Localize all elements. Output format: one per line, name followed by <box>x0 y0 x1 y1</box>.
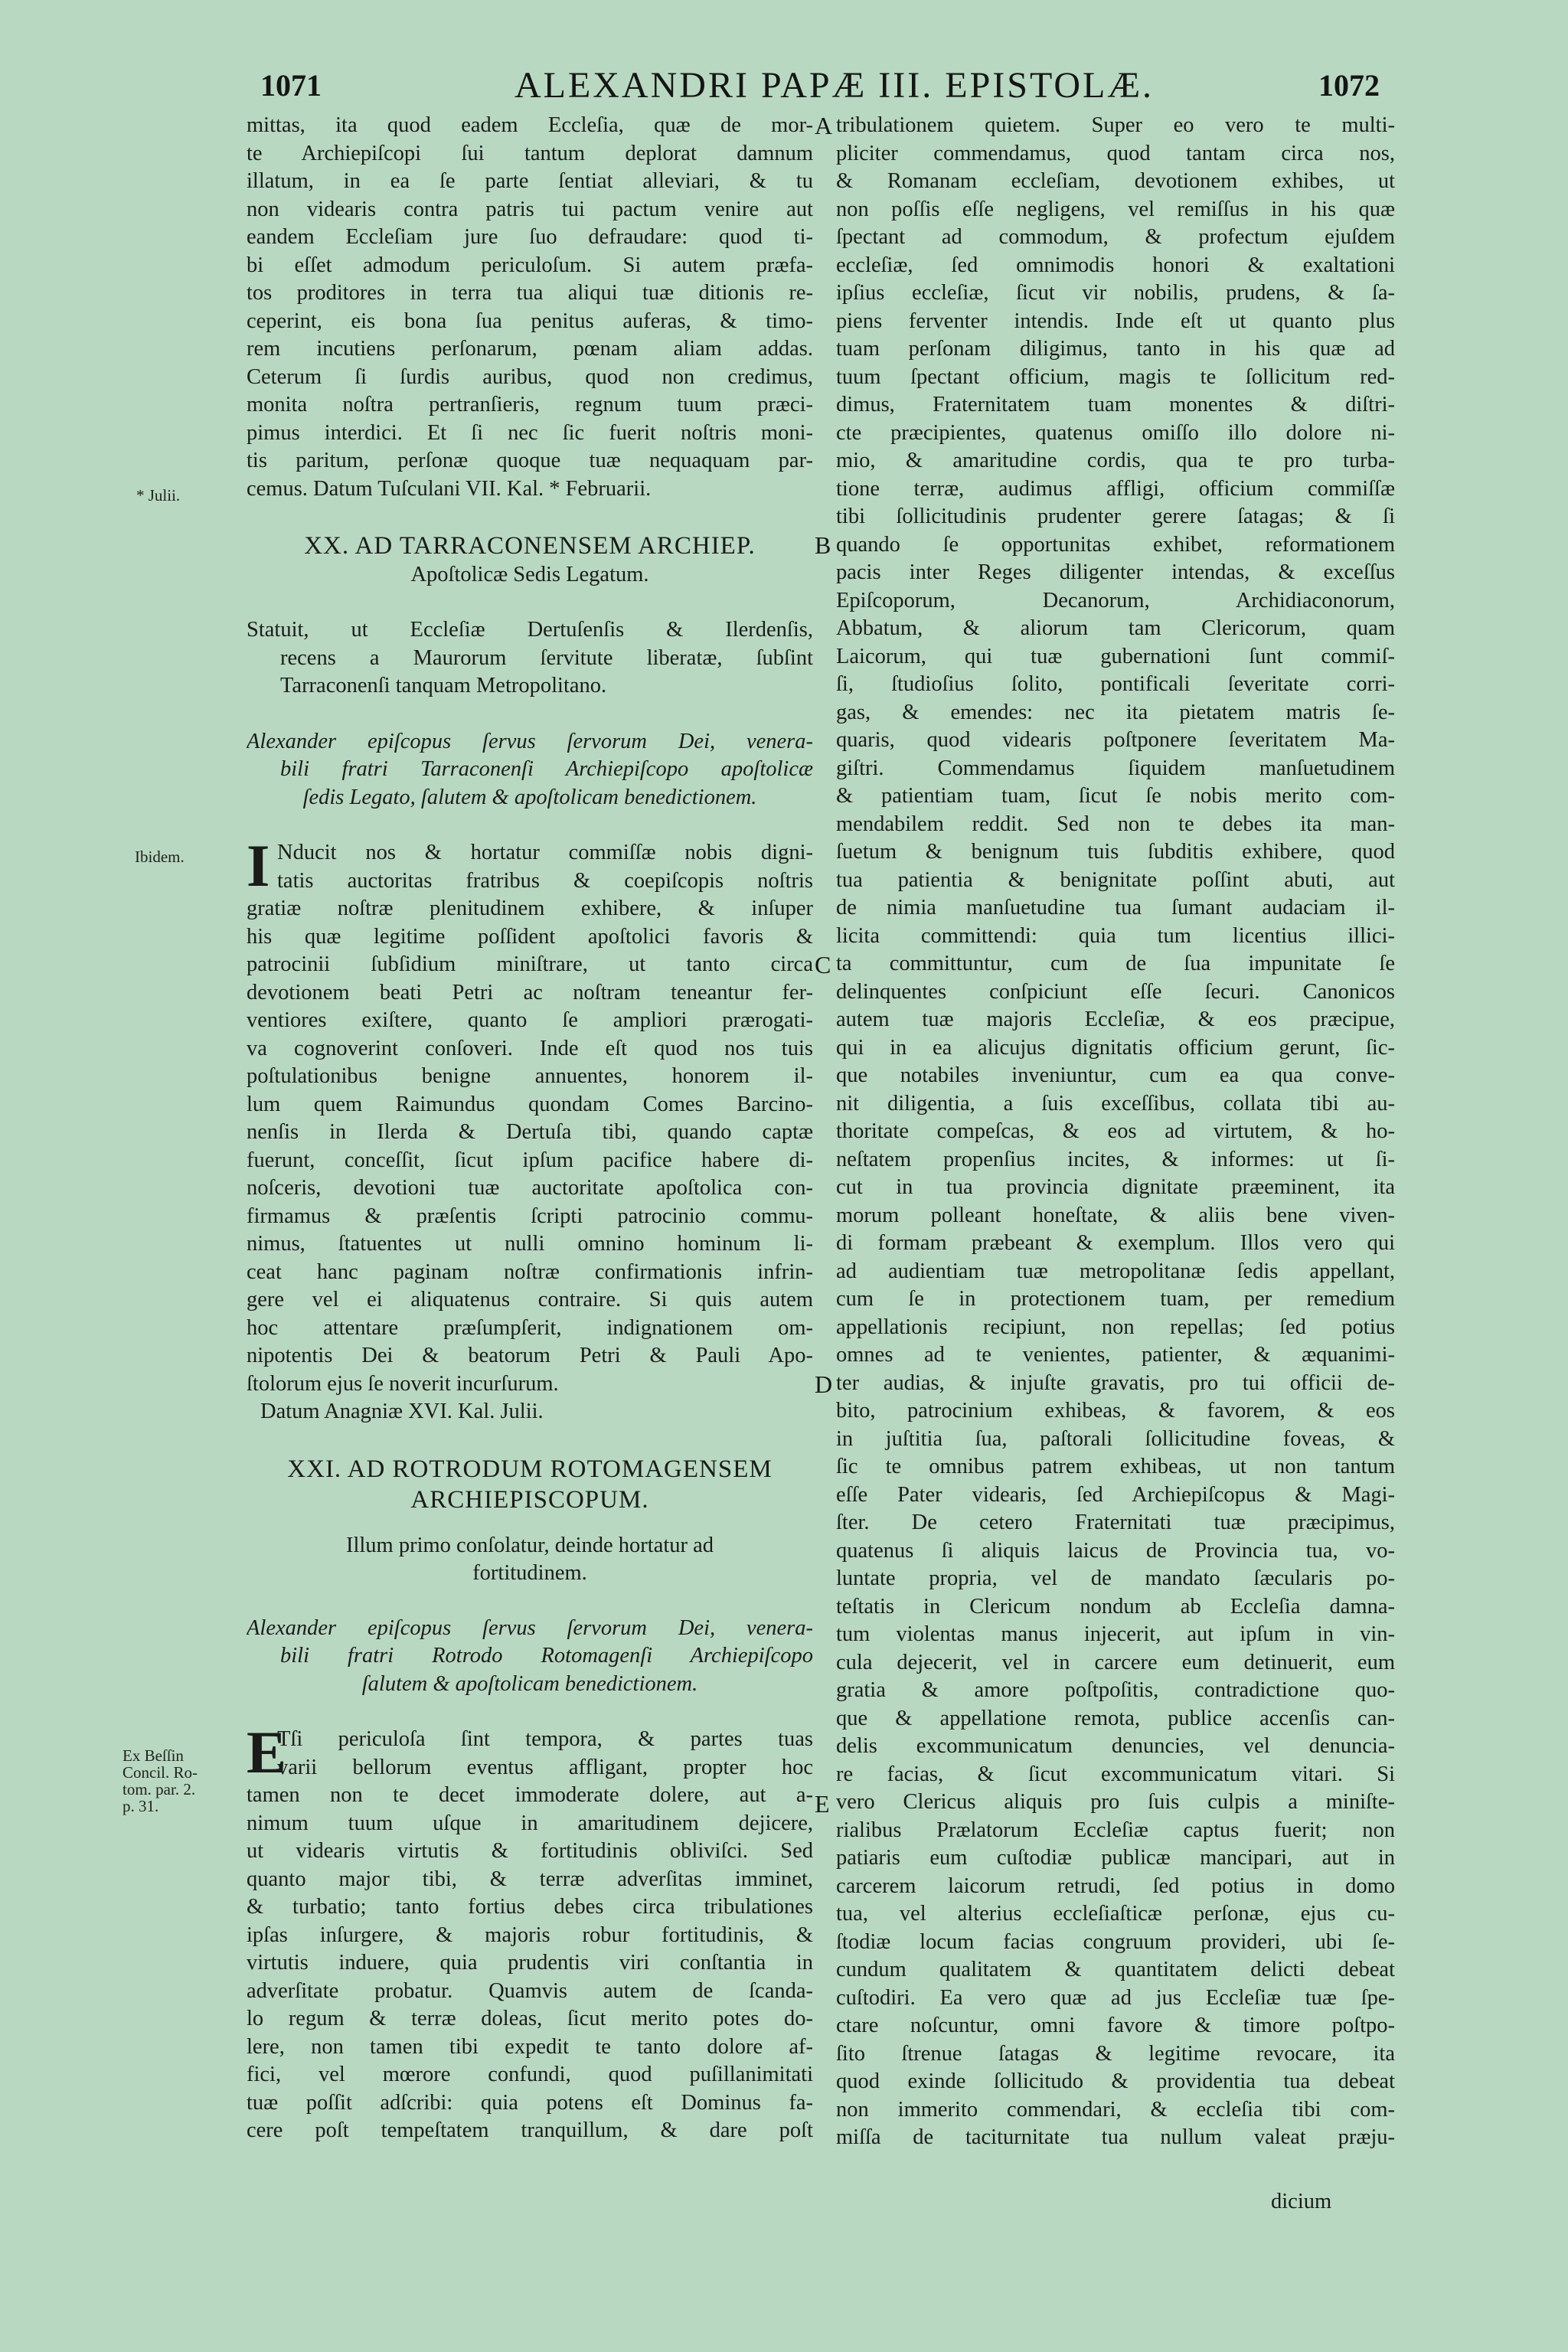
text-line: monita noſtra pertranſieris, regnum tuum præci- <box>247 393 813 416</box>
text-line: noſceris, devotioni tuæ auctoritate apoſtolica con- <box>247 1176 813 1200</box>
text-line: firmamus & præſentis ſcripti patrocinio commu- <box>247 1204 813 1228</box>
text-line: miſſa de taciturnitate tua nullum valeat præju- <box>836 2125 1395 2149</box>
text-line: qui in ea alicujus dignitatis officium gerunt, ſic- <box>836 1035 1395 1060</box>
text-line: licita committendi: quia tum licentius illici- <box>836 923 1395 948</box>
text-line: de nimia manſuetudine tua ſumant audaciam il- <box>836 896 1395 920</box>
text-line: ſtodiæ locum facias congruum provideri, ubi ſe- <box>836 1929 1395 1954</box>
text-line: fuerunt, conceſſit, ſicut ipſum pacifice habere di- <box>247 1148 813 1172</box>
text-line: hoc attentare præſumpſerit, indignationem om- <box>247 1315 813 1340</box>
text-line: pliciter commendamus, quod tantam circa nos, <box>836 141 1395 165</box>
letter-xx-summary <box>247 616 813 701</box>
text-line: thoritate compeſcas, & eos ad virtutem, & ho- <box>836 1119 1395 1143</box>
text-line: mendabilem reddit. Sed non te debes ita man- <box>836 812 1395 836</box>
text-line: pimus interdici. Et ſi nec ſic fuerit noſtris moni- <box>247 420 813 445</box>
text-line: Nducit nos & hortatur commiſſæ nobis digni- <box>277 841 813 864</box>
left-column <box>247 112 813 2145</box>
margin-note-source-line: Ex Beſſin <box>122 1746 184 1765</box>
text-line: quatenus ſi aliquis laicus de Provincia tua, vo- <box>836 1538 1395 1563</box>
text-line: in juſtitia ſua, paſtorali ſollicitudine foveas, & <box>836 1426 1395 1451</box>
text-line: bito, patrocinium exhibeas, & favorem, & eos <box>836 1399 1395 1423</box>
text-line: poſtulationibus benigne annuentes, honorem il- <box>247 1064 813 1088</box>
text-line: omnes ad te venientes, patienter, & æquanimi- <box>836 1343 1395 1367</box>
address-line: Alexander epiſcopus ſervus ſervorum Dei, venera- <box>247 729 813 753</box>
letter-xix-ending <box>247 112 813 503</box>
text-line: ipſius eccleſiæ, ſicut vir nobilis, prudens, & ſa- <box>836 281 1395 305</box>
text-line: lo regum & terræ doleas, ſicut merito potes do- <box>247 2007 813 2030</box>
text-line: bi eſſet admodum periculoſum. Si autem præfa- <box>247 253 813 277</box>
letter-xxi-heading-1: XXI. AD ROTRODUM ROTOMAGENSEM <box>287 1455 773 1483</box>
text-line: lum quem Raimundus quondam Comes Barcino- <box>247 1092 813 1116</box>
text-line: gere vel ei aliquatenus contraire. Si quis autem <box>247 1288 813 1312</box>
text-line: eandem Eccleſiam jure ſuo defraudare: quod ti- <box>247 225 813 249</box>
text-line: Epiſcoporum, Decanorum, Archidiaconorum, <box>836 588 1395 612</box>
text-line: cere poſt tempeſtatem tranquillum, & dare poſt <box>247 2118 813 2142</box>
text-line: cut in tua provincia dignitate præeminent, ita <box>836 1175 1395 1199</box>
text-line: tis paritum, perſonæ quoque tuæ nequaquam par- <box>247 449 813 472</box>
section-letter-b: B <box>815 531 831 559</box>
text-line: & Romanam eccleſiam, devotionem exhibes, ut <box>836 169 1395 193</box>
text-line: ſi, ſtudioſius ſolito, pontificali ſeveritate corri- <box>836 672 1395 696</box>
text-line: ſpectant ad commodum, & profectum ejuſdem <box>836 225 1395 249</box>
text-line: nipotentis Dei & beatorum Petri & Pauli Apo- <box>247 1344 813 1367</box>
text-line: quando ſe opportunitas exhibet, reformationem <box>836 532 1395 557</box>
text-line: ceat hanc paginam noſtræ confirmationis infrin- <box>247 1259 813 1284</box>
text-line: ſtolorum ejus ſe noverit incurſurum. <box>247 1371 559 1396</box>
text-line: cundum qualitatem & quantitatem delicti debeat <box>836 1958 1395 1981</box>
text-line: nenſis in Ilerda & Dertuſa tibi, quando captæ <box>247 1120 813 1144</box>
letter-xxi-subheading-2: fortitudinem. <box>472 1560 587 1585</box>
text-line: non videaris contra patris tui pactum venire aut <box>247 197 813 221</box>
text-line: eccleſiæ, ſed omnimodis honori & exaltationi <box>836 253 1395 277</box>
letter-xx-heading: XX. AD TARRACONENSEM ARCHIEP. <box>304 532 756 560</box>
text-line: giſtri. Commendamus ſiquidem manſuetudinem <box>836 756 1395 780</box>
text-line: tuæ poſſit adſcribi: quia potens eſt Dominus fa- <box>247 2090 813 2115</box>
text-line: gas, & emendes: nec ita pietatem matris ſe- <box>836 700 1395 724</box>
text-line: Ceterum ſi ſurdis auribus, quod non credimus, <box>247 364 813 389</box>
page-number-right: 1072 <box>1318 68 1380 103</box>
margin-note-source-line: p. 31. <box>122 1797 159 1815</box>
summary-line: recens a Maurorum ſervitute liberatæ, ſubſint <box>280 645 813 670</box>
margin-note-source-line: Concil. Ro- <box>122 1763 198 1782</box>
text-line: tione terræ, audimus affligi, officium commiſſæ <box>836 476 1395 501</box>
text-line: ipſas inſurgere, & majoris robur fortitudinis, & <box>247 1922 813 1947</box>
summary-line: Statuit, ut Eccleſiæ Dertuſenſis & Ilerdenſis, <box>247 618 813 642</box>
text-line: autem tuæ majoris Eccleſiæ, & eos præcipue, <box>836 1008 1395 1031</box>
text-line: ſito ſtrenue ſatagas & legitime revocare, ita <box>836 2041 1395 2066</box>
text-line: ctare noſcuntur, omni favore & timore poſtpo- <box>836 2014 1395 2037</box>
text-line: ceperint, eis bona ſua penitus auferas, & timo- <box>247 309 813 333</box>
text-line: eſſe Pater videaris, ſed Archiepiſcopus & Magi- <box>836 1482 1395 1507</box>
letter-xx-subheading: Apoſtolicæ Sedis Legatum. <box>410 563 649 586</box>
text-line: tum violentas manus injecerit, aut ipſum in vin- <box>836 1622 1395 1646</box>
text-line: te Archiepiſcopi ſui tantum deplorat damnum <box>247 141 813 165</box>
text-line: ſter. De cetero Fraternitati tuæ præcipimus, <box>836 1511 1395 1534</box>
text-line: neſtatem propenſius incites, & informes: ut ſi- <box>836 1147 1395 1171</box>
text-line: dimus, Fraternitatem tuam monentes & diſtri- <box>836 393 1395 416</box>
text-line: adverſitate probatur. Quamvis autem de ſcanda- <box>247 1978 813 2003</box>
text-line: teſtatis in Clericum nondum ab Eccleſia damna- <box>836 1594 1395 1619</box>
text-line: ter audias, & injuſte gravatis, pro tui officii de- <box>836 1370 1395 1395</box>
letter-xxi-subheading-1: Illum primo conſolatur, deinde hortatur ad <box>345 1533 714 1557</box>
text-line: ta committuntur, cum de ſua impunitate ſe <box>836 952 1395 975</box>
text-line: tua, vel alterius eccleſiaſticæ perſonæ, ejus cu- <box>836 1902 1395 1926</box>
text-line: tamen non te decet immoderate dolere, aut a- <box>247 1783 813 1807</box>
text-line: quaris, quod videaris poſtponere ſeveritatem Ma- <box>836 728 1395 752</box>
text-line: appellationis recipiunt, non repellas; ſed potius <box>836 1315 1395 1339</box>
text-line: rem incutiens perſonarum, pœnam aliam addas. <box>247 337 813 361</box>
text-line: delis excommunicatum denuncies, vel denuncia- <box>836 1734 1395 1758</box>
text-line: que & appellatione remota, publice accenſis can- <box>836 1706 1395 1730</box>
right-column <box>836 112 1395 2152</box>
section-letter-a: A <box>815 112 833 139</box>
text-line: cemus. Datum Tuſculani VII. Kal. * Februarii. <box>247 476 652 501</box>
letter-xx-body <box>247 832 813 1398</box>
text-line: nimus, ſtatuentes ut nulli omnino hominum li- <box>247 1232 813 1256</box>
letter-xx-address <box>247 728 813 812</box>
text-line: gratia & amore poſtpoſitis, contradictione quo- <box>836 1678 1395 1702</box>
catchword: dicium <box>1271 2190 1332 2213</box>
address-line: bili fratri Rotrodo Rotomagenſi Archiepiſcopo <box>280 1644 813 1668</box>
text-line: patiaris eum cuſtodiæ publicæ mancipari, aut in <box>836 1846 1395 1870</box>
text-line: Abbatum, & aliorum tam Clericorum, quam <box>836 616 1395 640</box>
text-line: non immerito commendari, & eccleſia tibi com- <box>836 2097 1395 2122</box>
text-line: ut videaris virtutis & fortitudinis obliviſci. Sed <box>247 1839 813 1863</box>
running-title: ALEXANDRI PAPÆ III. EPISTOLÆ. <box>514 65 1155 106</box>
text-line: morum polleant honeſtate, & aliis bene viven- <box>836 1203 1395 1227</box>
text-line: cuſtodiri. Ea vero quæ ad jus Eccleſiæ tuæ ſpe- <box>836 1985 1395 2010</box>
text-line: delinquentes conſpiciunt eſſe ſecuri. Canonicos <box>836 979 1395 1004</box>
text-line: & turbatio; tanto fortius debes circa tribulationes <box>247 1895 813 1919</box>
text-line: luntate propria, vel de mandato ſæcularis po- <box>836 1566 1395 1590</box>
text-line: mio, & amaritudine cordis, qua te pro turba- <box>836 449 1395 472</box>
text-line: Tſi periculoſa ſint tempora, & partes tuas <box>277 1727 813 1751</box>
text-line: nimum tuum uſque in amaritudinem dejicere, <box>247 1811 813 1835</box>
text-line: fici, vel mœrore confundi, quod puſillanimitati <box>247 2063 813 2086</box>
text-line: virtutis induere, quia prudentis viri conſtantia in <box>247 1951 813 1975</box>
address-line: bili fratri Tarraconenſi Archiepiſcopo apoſtolicæ <box>280 757 813 781</box>
margin-note-source-line: tom. par. 2. <box>122 1780 196 1798</box>
text-line: ſuetum & benignum tuis ſubditis exhibere, quod <box>836 840 1395 864</box>
address-line: Alexander epiſcopus ſervus ſervorum Dei, venera- <box>247 1615 813 1640</box>
text-line: gratiæ noſtræ plenitudinem exhibere, & inſuper <box>247 897 813 920</box>
text-line: que notabiles inveniuntur, cum ea qua conve- <box>836 1063 1395 1087</box>
summary-line: Tarraconenſi tanquam Metropolitano. <box>280 674 607 697</box>
text-line: Laicorum, qui tuæ gubernationi ſunt commiſ- <box>836 644 1395 668</box>
text-line: tuum ſpectant officium, magis te ſollicitum red- <box>836 364 1395 389</box>
text-line: ad audientiam tuæ metropolitanæ ſedis appellant, <box>836 1259 1395 1283</box>
text-line: ventiores exiſtere, quanto ſe ampliori prærogati- <box>247 1008 813 1032</box>
text-line: re facias, & ſicut excommunicatum vitari. Si <box>836 1762 1395 1786</box>
section-letter-d: D <box>815 1370 833 1398</box>
text-line: tuam perſonam diligimus, tanto in his quæ ad <box>836 337 1395 361</box>
text-line: patrocinii ſubſidium miniſtrare, ut tanto circa <box>247 952 813 976</box>
text-line: cula dejecerit, vel in carcere eum detinuerit, eum <box>836 1650 1395 1674</box>
text-line: quanto major tibi, & terræ adverſitas imminet, <box>247 1867 813 1891</box>
address-line: ſalutem & apoſtolicam benedictionem. <box>361 1671 698 1696</box>
text-line: va cognoverint conſoveri. Inde eſt quod nos tuis <box>247 1036 813 1060</box>
margin-note-ibidem: Ibidem. <box>135 848 185 866</box>
drop-cap: E <box>247 1719 287 1785</box>
margin-note-julii: * Julii. <box>136 486 181 505</box>
text-line: cum ſe in protectionem tuam, per remedium <box>836 1287 1395 1311</box>
text-line: carcerem laicorum retrudi, ſed potius in domo <box>836 1873 1395 1898</box>
letter-xxi-body <box>247 1719 813 2145</box>
text-line: lere, non tamen tibi expedit te tanto dolore af- <box>247 2034 813 2059</box>
drop-cap: I <box>247 832 270 899</box>
letter-xx-datum: Datum Anagniæ XVI. Kal. Julii. <box>260 1400 544 1423</box>
text-line: illatum, in ea ſe parte ſentiat alleviari, & tu <box>247 169 813 193</box>
letter-xxi-address <box>247 1615 813 1699</box>
text-line: & patientiam tuam, ſicut ſe nobis merito com- <box>836 784 1395 808</box>
text-line: pacis inter Reges diligenter intendas, & exceſſus <box>836 560 1395 584</box>
section-letter-e: E <box>815 1790 830 1818</box>
text-line: cte præcipientes, quatenus omiſſo illo dolore ni- <box>836 420 1395 445</box>
text-line: his quæ legitime poſſident apoſtolici favoris & <box>247 924 813 949</box>
address-line: ſedis Legato, ſalutem & apoſtolicam benedictionem. <box>302 785 757 809</box>
text-line: piens ferventer intendis. Inde eſt ut quanto plus <box>836 309 1395 333</box>
text-line: vero Clericus aliquis pro ſuis culpis a miniſte- <box>836 1790 1395 1814</box>
section-letter-c: C <box>815 951 831 978</box>
text-line: nit diligentia, a ſuis exceſſibus, collata tibi au- <box>836 1091 1395 1116</box>
text-line: tua patientia & benignitate poſſint abuti, aut <box>836 867 1395 892</box>
letter-xxi-heading-2: ARCHIEPISCOPUM. <box>410 1485 649 1514</box>
page-number-left: 1071 <box>260 68 322 103</box>
text-line: di formam præbeant & exemplum. Illos vero qui <box>836 1231 1395 1255</box>
text-line: tribulationem quietem. Super eo vero te multi- <box>836 113 1395 137</box>
text-line: quod exinde ſollicitudo & providentia tua debeat <box>836 2069 1395 2093</box>
text-line: tatis auctoritas fratribus & coepiſcopis noſtris <box>277 868 813 893</box>
text-line: mittas, ita quod eadem Eccleſia, quæ de mor- <box>247 113 813 137</box>
text-line: rialibus Prælatorum Eccleſiæ captus fuerit; non <box>836 1818 1395 1842</box>
margin-note-source <box>122 1747 198 1815</box>
text-line: tibi ſollicitudinis prudenter gerere ſatagas; & ſi <box>836 505 1395 528</box>
text-line: ſic te omnibus patrem exhibeas, ut non tantum <box>836 1455 1395 1478</box>
text-line: non poſſis eſſe negligens, vel remiſſus in his quæ <box>836 197 1395 221</box>
text-line: varii bellorum eventus affligant, propter hoc <box>277 1755 813 1779</box>
text-line: devotionem beati Petri ac noſtram teneantur fer- <box>247 980 813 1004</box>
text-line: tos proditores in terra tua aliqui tuæ ditionis re- <box>247 281 813 305</box>
